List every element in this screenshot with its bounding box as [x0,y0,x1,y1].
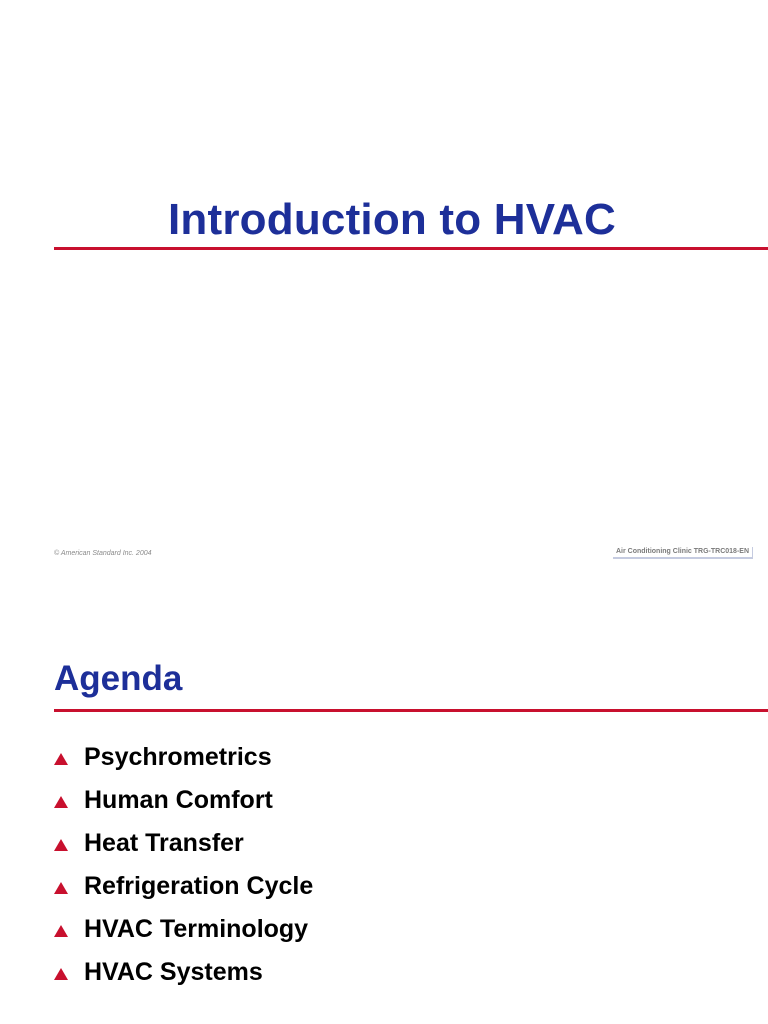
agenda-item-label: Heat Transfer [84,828,244,857]
agenda-slide [0,600,768,1024]
triangle-up-icon [54,968,68,980]
agenda-item-label: Psychrometrics [84,742,272,771]
agenda-item [54,821,313,864]
agenda-item [54,778,313,821]
triangle-up-icon [54,839,68,851]
slide-title: Introduction to HVAC [168,195,616,244]
course-code-footer: Air Conditioning Clinic TRG-TRC018-EN [613,547,753,559]
agenda-item [54,950,313,993]
agenda-item-label: Human Comfort [84,785,273,814]
agenda-divider [54,709,768,712]
agenda-item-label: HVAC Systems [84,957,263,986]
triangle-up-icon [54,753,68,765]
agenda-item-label: Refrigeration Cycle [84,871,314,900]
agenda-item [54,907,313,950]
triangle-up-icon [54,925,68,937]
agenda-title: Agenda [54,659,183,698]
agenda-item [54,864,313,907]
copyright-footer: © American Standard Inc. 2004 [54,550,152,557]
triangle-up-icon [54,882,68,894]
triangle-up-icon [54,796,68,808]
agenda-list [54,735,313,993]
agenda-item-label: HVAC Terminology [84,914,309,943]
title-divider [54,247,768,250]
agenda-item [54,735,313,778]
